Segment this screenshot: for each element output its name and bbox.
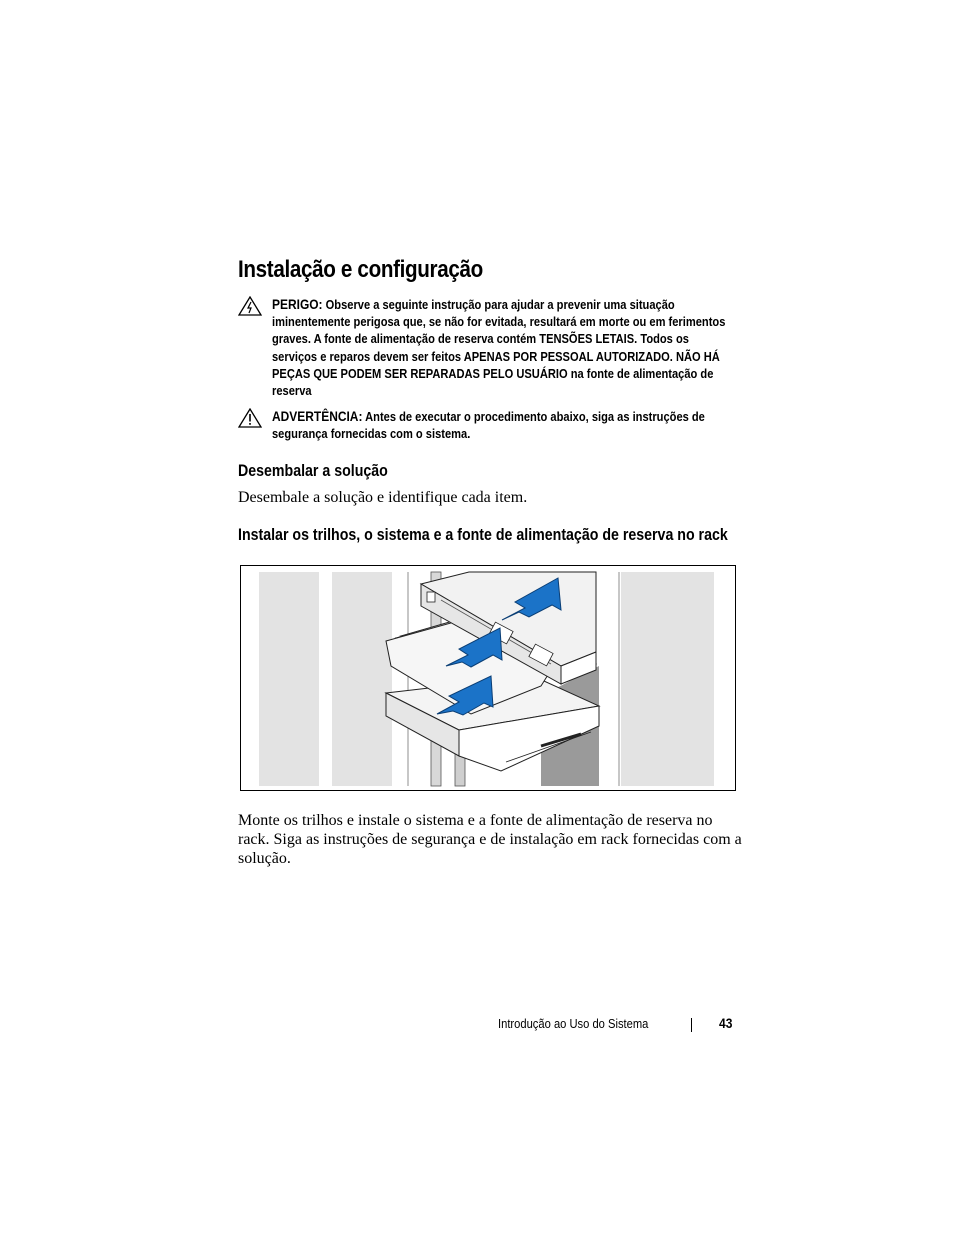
warning-text: Antes de executar o procedimento abaixo, siga as instruções de segurança fornecidas com o sistema. <box>272 409 705 442</box>
page-title: Instalação e configuração <box>238 256 483 283</box>
warning-triangle-icon <box>238 408 262 428</box>
section-heading-unpack: Desembalar a solução <box>238 462 388 480</box>
rack-installation-illustration <box>241 566 735 790</box>
section-body-install: Monte os trilhos e instale o sistema e a fonte de alimentação de reserva no rack. Siga as instruções de segurança e de instalação em rack fornecidas com a solução. <box>238 812 742 868</box>
footer-page-number: 43 <box>719 1015 733 1031</box>
section-heading-install: Instalar os trilhos, o sistema e a fonte de alimentação de reserva no rack <box>238 526 728 544</box>
warning-triangle-icon <box>238 296 262 316</box>
danger-label: PERIGO: <box>272 296 323 312</box>
footer-divider <box>691 1018 692 1032</box>
warning-label: ADVERTÊNCIA: <box>272 408 363 424</box>
warning-text-block <box>272 408 734 442</box>
danger-text: Observe a seguinte instrução para ajudar a prevenir uma situação iminentemente perigosa que, se não for evitada, resultará em morte ou em ferimentos graves. A fonte de alimentação de reserva contém TENSÕES LETAIS. Todos os serviços e reparos devem ser feitos APENAS POR PESSOAL AUTORIZADO. NÃO HÁ PEÇAS QUE PODEM SER REPARADAS PELO USUÁRIO na fonte de alimentação de reserva <box>272 297 726 399</box>
danger-notice <box>238 296 738 406</box>
section-body-unpack: Desembale a solução e identifique cada item. <box>238 489 528 506</box>
rack-installation-figure <box>240 565 736 791</box>
danger-text-block <box>272 296 734 399</box>
footer-chapter-title: Introdução ao Uso do Sistema <box>498 1016 649 1031</box>
warning-notice <box>238 408 738 448</box>
